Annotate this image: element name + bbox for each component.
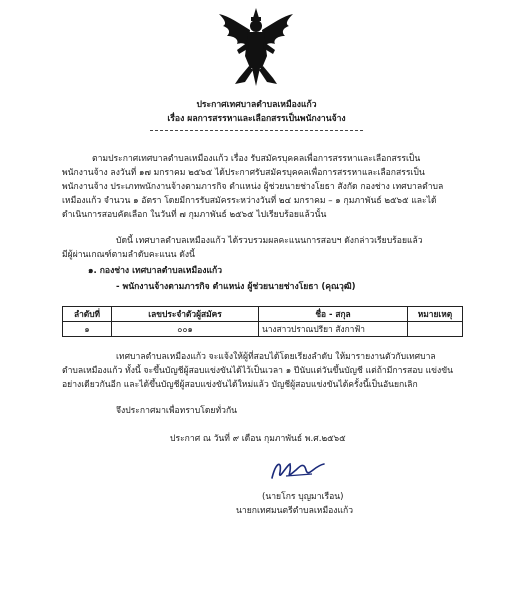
para1-line: พนักงานจ้าง ลงวันที่ ๑๗ มกราคม ๒๕๖๕ ได้ประกาศรับสมัครบุคคลเพื่อการสรรหาและเลือกสรรเป็น	[62, 168, 425, 178]
para1-line: พนักงานจ้าง ประเภทพนักงานจ้างตามภารกิจ ตำแหน่ง ผู้ช่วยนายช่างโยธา สังกัด กองช่าง เทศบาลตำบล	[62, 182, 444, 192]
para3-line: เทศบาลตำบลเหมืองแก้ว จะแจ้งให้ผู้ที่สอบได้โดยเรียงลำดับ ให้มารายงานตัวกับเทศบาล	[116, 352, 436, 362]
results-table	[62, 306, 463, 337]
cell-applicant-id: ๐๐๑	[112, 322, 259, 337]
column-header: เลขประจำตัวผู้สมัคร	[112, 307, 259, 322]
announcement-subject: เรื่อง ผลการสรรหาและเลือกสรรเป็นพนักงานจ้าง	[167, 114, 346, 124]
para2-line: บัดนี้ เทศบาลตำบลเหมืองแก้ว ได้รวบรวมผลคะแนนการสอบฯ ดังกล่าวเรียบร้อยแล้ว	[116, 236, 423, 246]
para1-line: เหมืองแก้ว จำนวน ๑ อัตรา โดยมีการรับสมัครระหว่างวันที่ ๒๔ มกราคม – ๑ กุมภาพันธ์ ๒๕๖๕ และได้	[62, 196, 437, 206]
table-header-row	[63, 307, 463, 322]
table-row	[63, 322, 463, 337]
date-line: ประกาศ ณ วันที่ ๙ เดือน กุมภาพันธ์ พ.ศ.๒๕๖๕	[170, 434, 346, 444]
signer-title: นายกเทศมนตรีตำบลเหมืองแก้ว	[236, 506, 354, 516]
announcement-title: ประกาศเทศบาลตำบลเหมืองแก้ว	[196, 100, 317, 110]
para1-line: ดำเนินการสอบคัดเลือก ในวันที่ ๗ กุมภาพันธ์ ๒๕๖๕ ไปเรียบร้อยแล้วนั้น	[62, 210, 327, 220]
cell-name: นางสาวปราณปรียา สังกาฟ้า	[259, 322, 408, 337]
section-heading: ๑. กองช่าง เทศบาลตำบลเหมืองแก้ว	[88, 266, 223, 276]
cell-no: ๑	[63, 322, 112, 337]
column-header: ชื่อ - สกุล	[259, 307, 408, 322]
signature-icon	[266, 456, 328, 486]
signer-name: (นายโกร บุญมาเรือน)	[262, 492, 344, 502]
announce-line: จึงประกาศมาเพื่อทราบโดยทั่วกัน	[116, 406, 238, 416]
para2-line: มีผู้ผ่านเกณฑ์ตามลำดับคะแนน ดังนี้	[62, 250, 195, 260]
title-separator	[150, 130, 363, 131]
garuda-emblem-icon	[215, 6, 297, 90]
para3-line: ตำบลเหมืองแก้ว ทั้งนี้ จะขึ้นบัญชีผู้สอบแข่งขันได้ไว้เป็นเวลา ๑ ปีนับแต่วันขึ้นบัญชี แต่ถ้ามีการสอบ แข่งขัน	[62, 366, 453, 376]
column-header: ลำดับที่	[63, 307, 112, 322]
para1-line: ตามประกาศเทศบาลตำบลเหมืองแก้ว เรื่อง รับสมัครบุคคลเพื่อการสรรหาและเลือกสรรเป็น	[92, 154, 421, 164]
para3-line: อย่างเดียวกันอีก และได้ขึ้นบัญชีผู้สอบแข่งขันได้ใหม่แล้ว บัญชีผู้สอบแข่งขันได้ครั้งนี้เป็นอันยกเลิก	[62, 380, 418, 390]
subsection-heading: - พนักงานจ้างตามภารกิจ ตำแหน่ง ผู้ช่วยนายช่างโยธา (คุณวุฒิ)	[116, 282, 356, 292]
cell-note	[408, 322, 463, 337]
column-header: หมายเหตุ	[408, 307, 463, 322]
